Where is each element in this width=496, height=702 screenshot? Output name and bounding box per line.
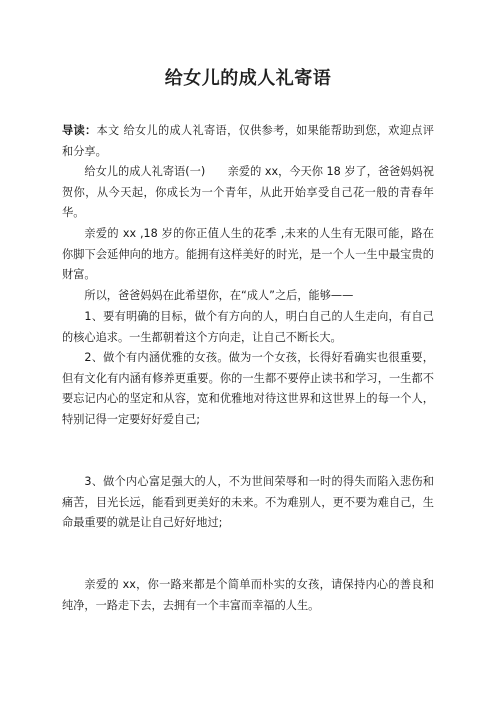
body-paragraph: 1、要有明确的目标，做个有方向的人，明白自己的人生走向，有自己的核心追求。一生都朝着这个方向走，让自己不断长大。	[62, 310, 434, 344]
intro-paragraph	[62, 121, 434, 162]
document-title: 给女儿的成人礼寄语	[164, 68, 332, 89]
body-paragraph: 给女儿的成人礼寄语(一) 亲爱的 xx，今天你 18 岁了，爸爸妈妈祝贺你，从今天起，你成长为一个青年，从此开始享受自己花一般的青春年华。	[62, 165, 434, 220]
body-paragraph: 亲爱的 xx，你一路来都是个简单而朴实的女孩，请保持内心的善良和纯净，一路走下去，去拥有一个丰富而幸福的人生。	[62, 578, 434, 612]
body-paragraph: 2、做个有内涵优雅的女孩。做为一个女孩，长得好看确实也很重要，但有文化有内涵有修养更重要。你的一生都不要停止读书和学习，一生都不要忘记内心的坚定和从容，宽和优雅地对待这世界和这世界上的每一个人，特别记得一定要好好爱自己;	[62, 351, 434, 426]
body-paragraph: 3、做个内心富足强大的人，不为世间荣辱和一时的得失而陷入悲伤和痛苦，目光长远，能看到更美好的未来。不为难别人，更不要为难自己，生命最重要的就是让自己好好地过;	[62, 475, 434, 530]
body-paragraph: 所以，爸爸妈妈在此希望你，在“成人”之后，能够——	[84, 289, 354, 302]
body-paragraph: 亲爱的 xx ,18 岁的你正值人生的花季 ,未来的人生有无限可能，路在你脚下会延伸向的地方。能拥有这样美好的时光，是一个人一生中最宝贵的财富。	[62, 227, 434, 282]
intro-text: 本文 给女儿的成人礼寄语，仅供参考，如果能帮助到您，欢迎点评和分享。	[62, 124, 434, 158]
intro-label: 导读：	[62, 124, 97, 137]
